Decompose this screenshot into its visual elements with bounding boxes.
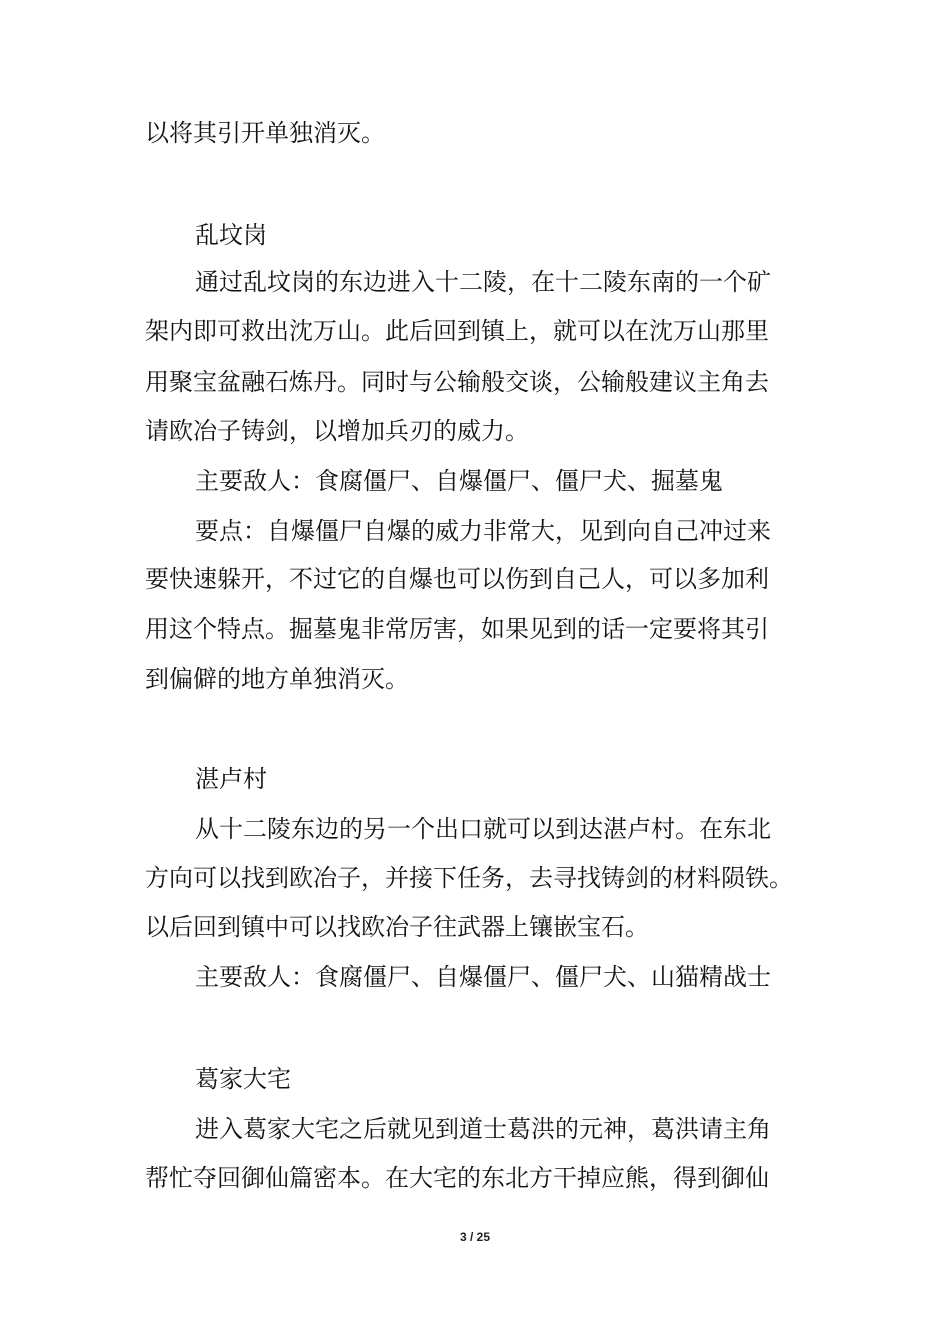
page-number: 3 / 25	[459, 1230, 491, 1244]
paragraph-line: 请欧冶子铸剑，以增加兵刃的威力。	[145, 417, 529, 445]
section-heading: 湛卢村	[195, 765, 267, 793]
paragraph-line: 进入葛家大宅之后就见到道士葛洪的元神，葛洪请主角	[195, 1115, 771, 1143]
paragraph-line: 通过乱坟岗的东边进入十二陵，在十二陵东南的一个矿	[195, 268, 771, 296]
section-heading: 葛家大宅	[195, 1065, 291, 1093]
paragraph-line: 从十二陵东边的另一个出口就可以到达湛卢村。在东北	[195, 815, 771, 843]
paragraph-line: 主要敌人：食腐僵尸、自爆僵尸、僵尸犬、掘墓鬼	[195, 467, 723, 495]
paragraph-line: 帮忙夺回御仙篇密本。在大宅的东北方干掉应熊，得到御仙	[145, 1164, 769, 1192]
paragraph-line: 到偏僻的地方单独消灭。	[145, 665, 409, 693]
paragraph-line: 用这个特点。掘墓鬼非常厉害，如果见到的话一定要将其引	[145, 615, 769, 643]
paragraph-line: 架内即可救出沈万山。此后回到镇上，就可以在沈万山那里	[145, 317, 769, 345]
paragraph-line: 要快速躲开，不过它的自爆也可以伤到自己人，可以多加利	[145, 565, 769, 593]
paragraph-line: 主要敌人：食腐僵尸、自爆僵尸、僵尸犬、山猫精战士	[195, 963, 771, 991]
section-heading: 乱坟岗	[195, 221, 267, 249]
paragraph-line: 以后回到镇中可以找欧冶子往武器上镶嵌宝石。	[145, 913, 649, 941]
paragraph-line: 要点：自爆僵尸自爆的威力非常大，见到向自己冲过来	[195, 517, 771, 545]
paragraph-line: 以将其引开单独消灭。	[145, 119, 385, 147]
paragraph-line: 用聚宝盆融石炼丹。同时与公输般交谈，公输般建议主角去	[145, 368, 769, 396]
paragraph-line: 方向可以找到欧冶子，并接下任务，去寻找铸剑的材料陨铁。	[145, 864, 793, 892]
